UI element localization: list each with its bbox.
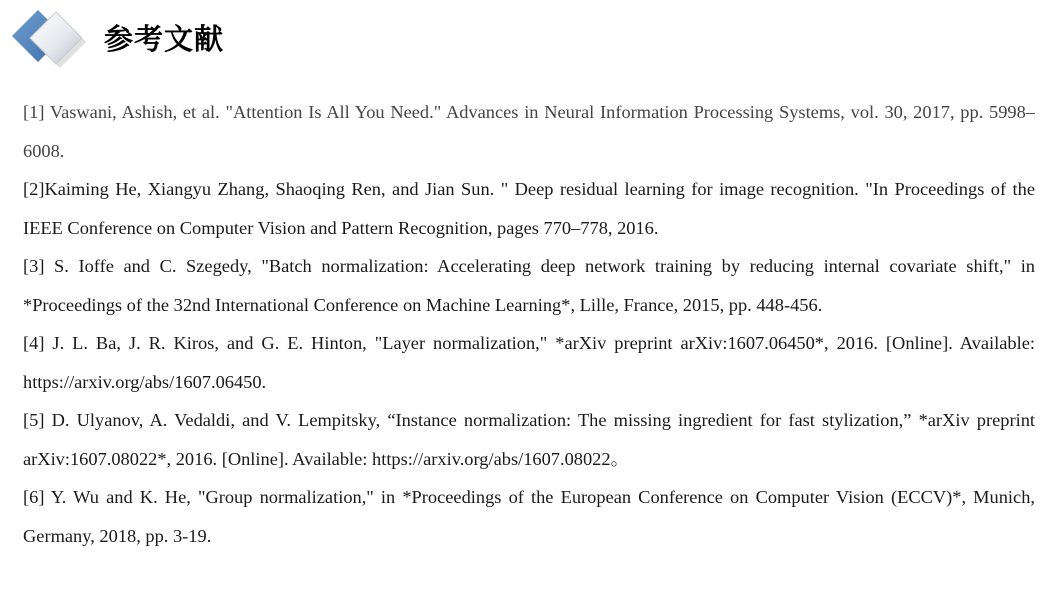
- reference-item: [3] S. Ioffe and C. Szegedy, "Batch normalization: Accelerating deep network training by reducing internal covariate shift," in *Proceedings of the 32nd International Conference on Machine Learning*, Lille, France, 2015, pp. 448-456.: [23, 256, 1035, 315]
- page-title: 参考文献: [104, 22, 225, 56]
- title-bar: [0, 0, 1056, 80]
- reference-item: [2]Kaiming He, Xiangyu Zhang, Shaoqing Ren, and Jian Sun. " Deep residual learning for image recognition. "In Proceedings of the IEEE Conference on Computer Vision and Pattern Recognition, pages 770–778, 2016.: [23, 179, 1035, 238]
- reference-item: [5] D. Ulyanov, A. Vedaldi, and V. Lempitsky, “Instance normalization: The missing ingredient for fast stylization,” *arXiv preprint arXiv:1607.08022*, 2016. [Online]. Available: https://arxiv.org/abs/1607.08022。: [23, 410, 1035, 469]
- reference-list: [23, 93, 1035, 555]
- reference-item: [4] J. L. Ba, J. R. Kiros, and G. E. Hinton, "Layer normalization," *arXiv preprint arXiv:1607.06450*, 2016. [Online]. Available: https://arxiv.org/abs/1607.06450.: [23, 333, 1035, 392]
- reference-item: [1] Vaswani, Ashish, et al. "Attention Is All You Need." Advances in Neural Information Processing Systems, vol. 30, 2017, pp. 5998–6008.: [23, 102, 1035, 161]
- diamond-logo-icon: [12, 8, 88, 72]
- reference-item: [6] Y. Wu and K. He, "Group normalization," in *Proceedings of the European Conference on Computer Vision (ECCV)*, Munich, Germany, 2018, pp. 3-19.: [23, 487, 1035, 546]
